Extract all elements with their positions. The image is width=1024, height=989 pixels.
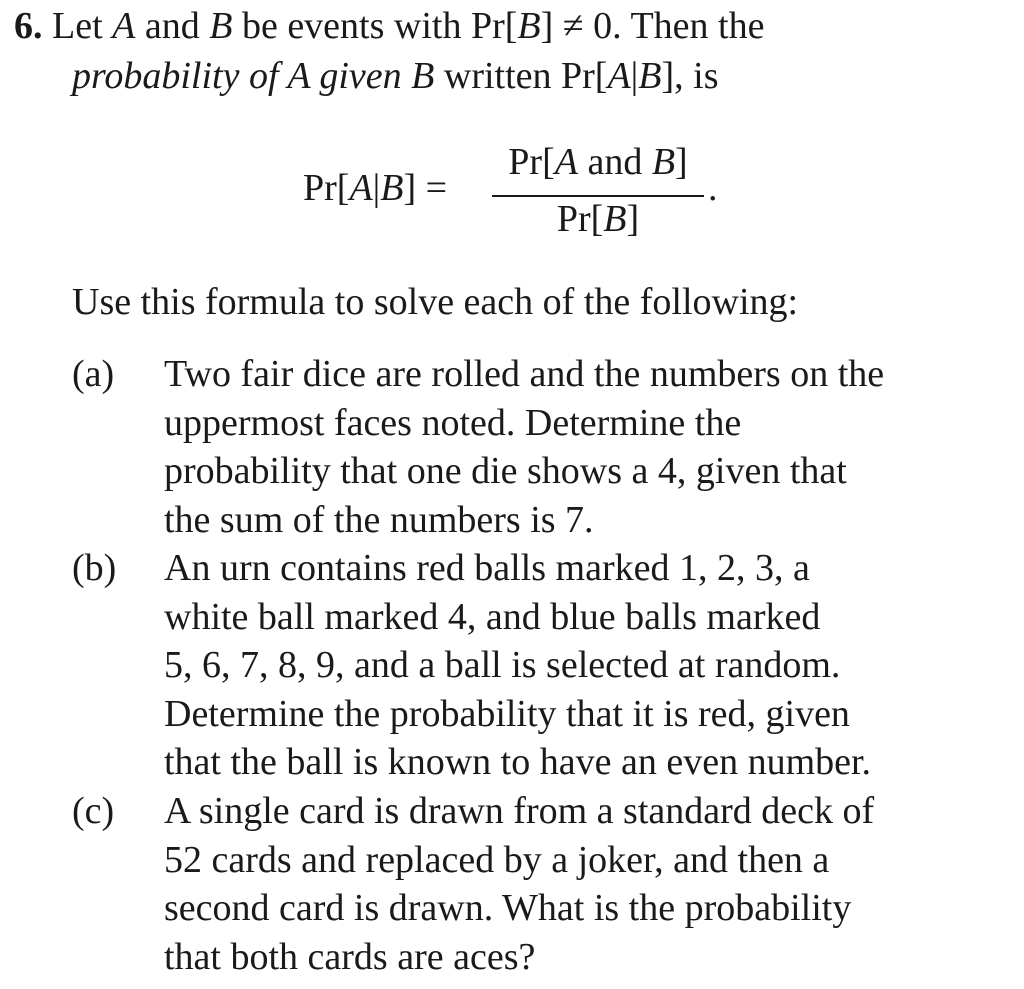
item-b-line: An urn contains red balls marked 1, 2, 3, a <box>164 547 810 589</box>
problem-number: 6. <box>14 5 43 47</box>
formula-period: . <box>708 167 718 209</box>
formula-denominator: Pr[B] <box>556 198 640 240</box>
item-c-line: 52 cards and replaced by a joker, and then a <box>164 838 830 881</box>
formula-lhs: Pr[A|B] = <box>303 167 448 209</box>
item-b-line: white ball marked 4, and blue balls marked <box>164 595 821 638</box>
item-b-line: Determine the probability that it is red, given <box>164 692 850 735</box>
item-c-label: (c) <box>72 790 115 832</box>
item-a-label: (a) <box>72 353 115 395</box>
problem-intro-line-1: 6. Let A and B be events with Pr[B] ≠ 0. Then the <box>14 5 765 47</box>
item-a-line: the sum of the numbers is 7. <box>164 498 594 541</box>
item-a-line: uppermost faces noted. Determine the <box>164 401 742 444</box>
item-b-label: (b) <box>72 547 117 589</box>
instruction-text: Use this formula to solve each of the following: <box>72 281 799 323</box>
item-b-text <box>164 544 984 787</box>
item-a-line: probability that one die shows a 4, given that <box>164 450 847 492</box>
item-c-text <box>164 787 984 981</box>
formula-numerator: Pr[A and B] <box>508 141 688 183</box>
item-c-line: A single card is drawn from a standard deck of <box>164 790 875 832</box>
item-c-line: that both cards are aces? <box>164 935 536 978</box>
item-b-line: 5, 6, 7, 8, 9, and a ball is selected at random. <box>164 644 841 686</box>
definition-term: probability of A given B <box>72 55 435 97</box>
problem-intro-line-2: probability of A given B written Pr[A|B], is <box>72 55 719 97</box>
item-c-line: second card is drawn. What is the probability <box>164 887 852 929</box>
item-a-line: Two fair dice are rolled and the numbers on the <box>164 353 885 395</box>
item-b-line: that the ball is known to have an even number. <box>164 741 872 783</box>
item-a-text <box>164 350 984 544</box>
